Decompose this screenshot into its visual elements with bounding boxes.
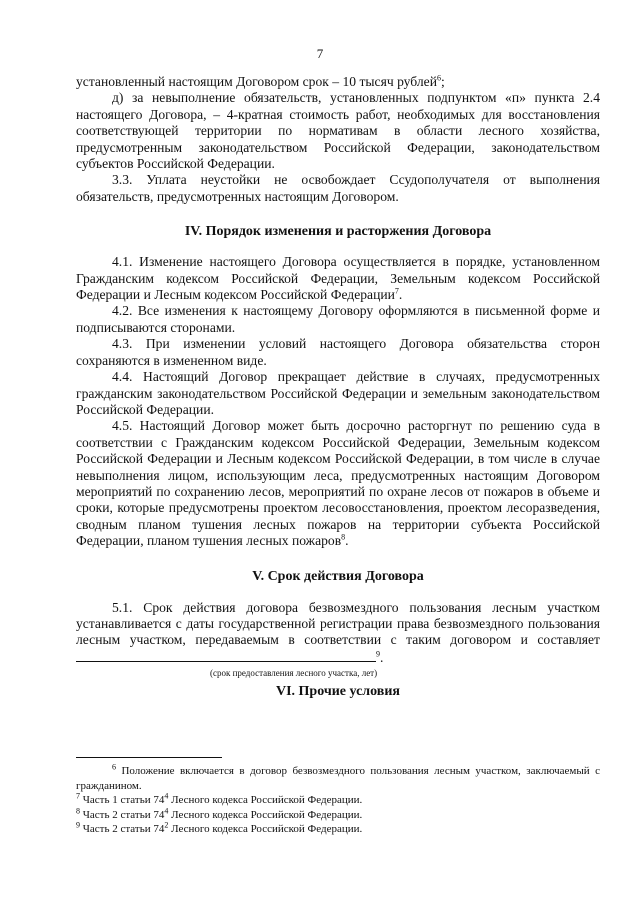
footnote-ref-9: 9	[376, 649, 380, 659]
paragraph-5-1: 5.1. Срок действия договора безвозмездного пользования лесным участком устанавливается с даты государственной регистрации права безвозмездного пользования лесным участком, передаваемым в соответствии с таким договором и составляет $^9$.	[76, 599, 600, 665]
footnote-7: $^7$ Часть 1 статьи $74^4$ Лесного кодекса Российской Федерации.	[76, 791, 363, 807]
footnotes	[76, 764, 600, 837]
footnote-separator	[76, 757, 222, 758]
paragraph-item-d: д) за невыполнение обязательств, установленных подпунктом «п» пункта 2.4 настоящего Договора, – 4-кратная стоимость работ, необходимых для восстановления соответствующей территории по нормативам в области лесного хозяйства, предусмотренным законодательством Российской Федерации, законодательством субъектов Российской Федерации.	[76, 90, 600, 172]
footnote-6: $^6$ Положение включается в договор безвозмездного пользования лесным участком, заключаемый с гражданином.	[76, 762, 600, 792]
paragraph-4-1: 4.1. Изменение настоящего Договора осуществляется в порядке, установленном Гражданским кодексом Российской Федерации, Земельным кодексом Российской Федерации и Лесным кодексом Российской Федерации$^7$.	[76, 254, 600, 303]
footnote-ref-8: 8	[341, 532, 346, 542]
paragraph-4-2: 4.2. Все изменения к настоящему Договору оформляются в письменной форме и подписываются сторонами.	[76, 303, 600, 335]
section-vi-title: VI. Прочие условия	[275, 684, 401, 700]
paragraph-4-5: 4.5. Настоящий Договор может быть досрочно расторгнут по решению суда в соответствии с Гражданским кодексом Российской Федерации, Земельным кодексом Российской Федерации и Лесным кодексом Российской Федерации, в том числе в случае невыполнения лицом, использующим леса, предусмотренных настоящим Договором мероприятий по сохранению лесов, мероприятий по охране лесов от пожаров в объеме и сроки, которые предусмотрены проектом лесовосстановления, проектом лесоразведения, сводным планом тушения лесных пожаров на территории субъекта Российской Федерации, планом тушения лесных пожаров$^8$.	[76, 418, 600, 549]
footnote-8: $^8$ Часть 2 статьи $74^4$ Лесного кодекса Российской Федерации.	[76, 806, 363, 821]
paragraph-3-3: 3.3. Уплата неустойки не освобождает Ссудополучателя от выполнения обязательств, предусмотренных настоящим Договором.	[76, 172, 600, 204]
term-blank-line	[76, 649, 376, 662]
document-body	[76, 74, 600, 701]
paragraph-4-3: 4.3. При изменении условий настоящего Договора обязательства сторон сохраняются в измененном виде.	[76, 336, 600, 368]
term-hint: (срок предоставления лесного участка, лет)	[210, 668, 378, 679]
paragraph-continuation: установленный настоящим Договором срок – 10 тысяч рублей$^6$;	[76, 73, 445, 89]
page-number: 7	[316, 46, 324, 61]
section-v-title: V. Срок действия Договора	[252, 568, 424, 584]
paragraph-4-4: 4.4. Настоящий Договор прекращает действие в случаях, предусмотренных гражданским законодательством Российской Федерации и земельным законодательством Российской Федерации.	[76, 369, 600, 417]
section-iv-title: IV. Порядок изменения и расторжения Договора	[184, 224, 492, 240]
footnote-ref-6: 6	[436, 73, 441, 83]
footnote-ref-7: 7	[394, 286, 399, 296]
footnote-9: $^9$ Часть 2 статьи $74^2$ Лесного кодекса Российской Федерации.	[76, 820, 363, 836]
